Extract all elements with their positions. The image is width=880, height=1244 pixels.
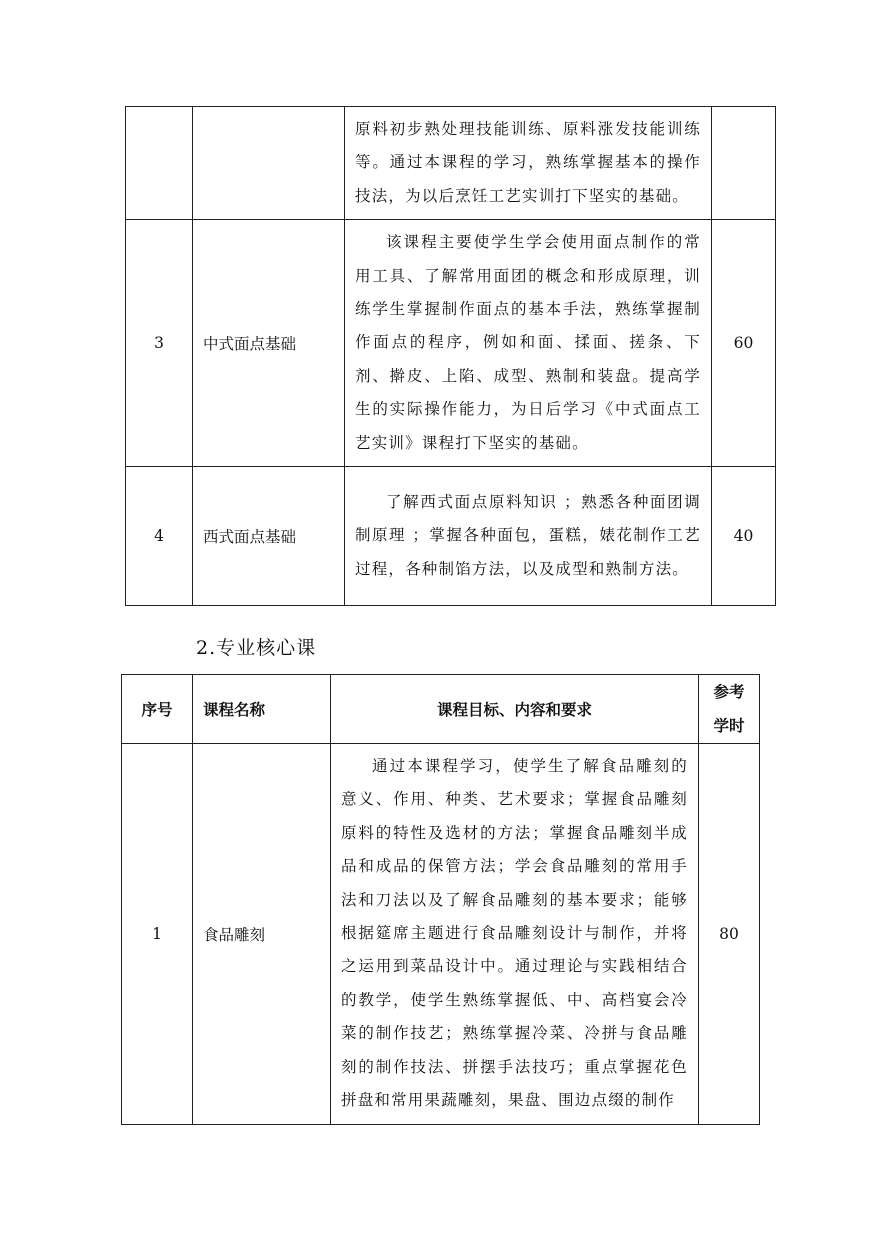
course-hours: 60 bbox=[712, 220, 776, 467]
course-number: 3 bbox=[126, 220, 193, 467]
table-row bbox=[122, 744, 760, 1125]
course-content-text: 原料初步熟处理技能训练、原料涨发技能训练等。通过本课程的学习，熟练掌握基本的操作技法，为以后烹饪工艺实训打下坚实的基础。 bbox=[355, 120, 701, 205]
course-content-text: 该课程主要使学生学会使用面点制作的常用工具、了解常用面团的概念和形成原理，训练学生掌握制作面点的基本手法，熟练掌握制作面点的程序，例如和面、揉面、搓条、下剂、擀皮、上陷、成型、熟制和装盘。提高学生的实际操作能力，为日后学习《中式面点工艺实训》课程打下坚实的基础。 bbox=[355, 233, 701, 452]
course-name: 西式面点基础 bbox=[193, 467, 345, 606]
header-hours-line2: 学时 bbox=[713, 716, 745, 735]
course-hours: 80 bbox=[699, 744, 760, 1125]
table-header-row bbox=[122, 675, 760, 744]
section-heading: 2.专业核心课 bbox=[196, 637, 317, 659]
table-row bbox=[126, 107, 776, 220]
course-name: 食品雕刻 bbox=[193, 744, 331, 1125]
header-course-name: 课程名称 bbox=[193, 675, 331, 744]
header-hours-line1: 参考 bbox=[713, 682, 745, 701]
course-content bbox=[345, 107, 712, 220]
course-content-text: 了解西式面点原料知识 ；熟悉各种面团调制原理 ；掌握各种面包，蛋糕，婊花制作工艺过程，各种制馅方法，以及成型和熟制方法。 bbox=[355, 492, 701, 578]
course-table-continued bbox=[125, 106, 776, 606]
course-content bbox=[345, 220, 712, 467]
header-content: 课程目标、内容和要求 bbox=[331, 675, 699, 744]
header-number: 序号 bbox=[122, 675, 193, 744]
course-hours bbox=[712, 107, 776, 220]
course-content bbox=[345, 467, 712, 606]
course-hours: 40 bbox=[712, 467, 776, 606]
table-row bbox=[126, 220, 776, 467]
course-number: 1 bbox=[122, 744, 193, 1125]
course-number bbox=[126, 107, 193, 220]
header-hours bbox=[699, 675, 760, 744]
course-content bbox=[331, 744, 699, 1125]
course-content-text: 通过本课程学习，使学生了解食品雕刻的意义、作用、种类、艺术要求；掌握食品雕刻原料的特性及选材的方法；掌握食品雕刻半成品和成品的保管方法；学会食品雕刻的常用手法和刀法以及了解食品雕刻的基本要求；能够根据筵席主题进行食品雕刻设计与制作，并将之运用到菜品设计中。通过理论与实践相结合的教学，使学生熟练掌握低、中、高档宴会冷菜的制作技艺；熟练掌握冷菜、冷拼与食品雕刻的制作技法、拼摆手法技巧；重点掌握花色拼盘和常用果蔬雕刻，果盘、围边点缀的制作 bbox=[341, 757, 688, 1110]
course-name bbox=[193, 107, 345, 220]
course-number: 4 bbox=[126, 467, 193, 606]
course-name: 中式面点基础 bbox=[193, 220, 345, 467]
core-course-table bbox=[121, 674, 760, 1125]
table-row bbox=[126, 467, 776, 606]
